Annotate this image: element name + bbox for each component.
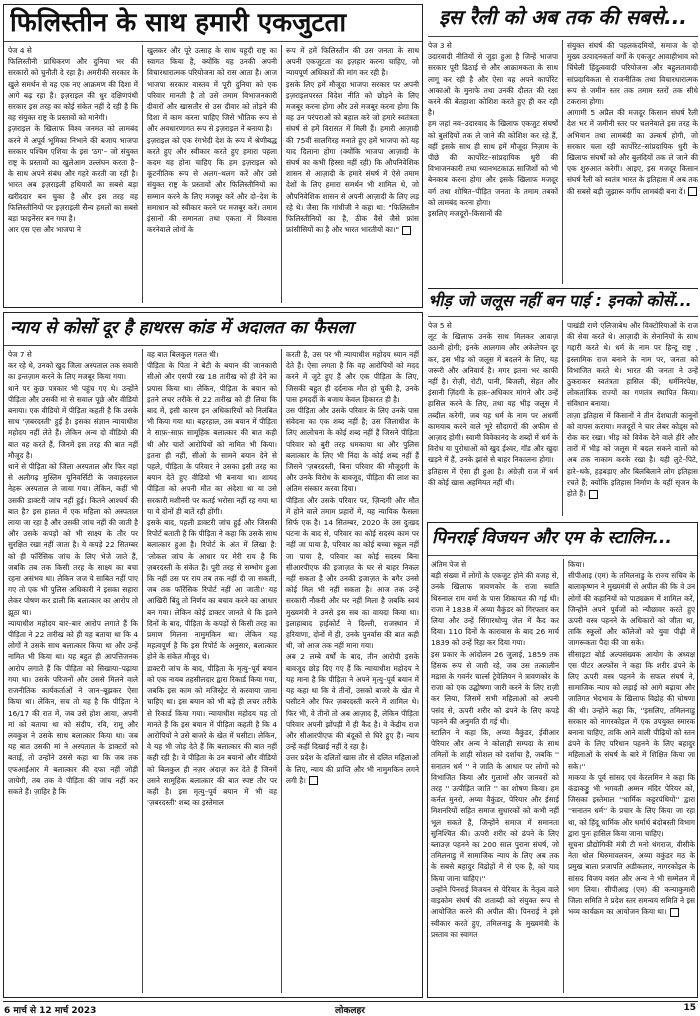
palestine-col-3-text: रूप में हमें फिलिस्तीन की उस जनता के साथ अपनी एकजुटता का इज़हार करना चाहिए, जो न्यायपूर्ण अधिकारों की मांग कर रही है। इसके लिए हमें मौजूदा भाजपा सरकार पर अपनी इज़राइलपरस्त विदेश नीति को छोड़ने के लिए मजबूर करना होगा और उसे मजबूर करना होगा कि वह उन परंपराओं को बहाल करे जो हमारे स्वतंत्रता संघर्ष से हमें विरासत में मिली हैं। हमारी आज़ादी की 75वीं सालगिरह मनाते हुए हमें भाजपा को यह याद दिलाना होगा (क्योंकि भाजपा आज़ादी के संघर्ष का कभी हिस्सा नहीं रही) कि औपनिवेशिक शासन से आज़ादी के हमारे संघर्ष में ऐसे तमाम देशों के लिए हमारा समर्थन भी शामिल थे, जो औपनिवेशिक शासन से अपनी आज़ादी के लिए लड़ रहे थे। जैसा कि गांधीजी ने कहा था: "फिलिस्तीन फिलिस्तीनियों का है, ठीक वैसे जैसे फ्रांस फ्रांसीसियों का है और भारत भारतीयों का।" (286, 46, 419, 235)
crowd-col-2 (567, 320, 698, 518)
hathras-col-3 (286, 349, 419, 995)
rally-col-1: पेज 3 से उदारवादी नीतियों से जुड़ा हुआ है जिन्हें भाजपा सरकार पूरी ढिठाई से और आक्रामकता के साथ लागू कर रही है और ऐसा वह अपने कार्पोरेट आकाओं के मुनाफे तथा उनकी दौलत की रक्षा करने की बेतहाशा कोशिश करते हुए ही कर रही है। हम जहां नव–उदारवाद के खिलाफ एकजुट संघर्षों को बुलंदियों तक ले जाने की कोशिश कर रहे हैं, वहीं इसके साथ ही साथ हमें मौजूदा निज़ाम के पीछे की कार्पोरेट–सांप्रदायिक धुरी की विभाजनकारी तथा ध्यानभटकाऊ साजिशों को भी बेनकाब करना होगा और इसके खिलाफ मजदूर वर्ग तथा शोषित–पीड़ित जनता के तमाम तबकों को लामबंद करना होगा। इसलिए मजदूरों–किसानों की (428, 41, 558, 219)
pinarayi-col-2-text: किया। सीपीआइ (एम) के तमिलनाडु के राज्य सचिव के बालाकृष्णन ने मुख्यमंत्री से अपील की कि वे उन लोगों की कहानियों को पाठ्यक्रम में शामिल करें, जिन्होंने अपने पूर्वजों को न्यौछावर करते हुए ऊपरी वस्त्र पहनने के अधिकारों को जीता था, ताकि स्कूलों और कॉलेजों को युवा पीढ़ी में जागरूकता पैदा की जा सके। सीसाइटा बोर्ड अल्पसंख्यक आयोग के अध्यक्ष एस पीटर अल्फोंस ने कहा कि शरीर ढंपने के लिए ऊपरी वस्त्र पहनने के सफल संघर्ष ने, सामाजिक न्याय को लड़ाई को आगे बढ़ाया और जातिगत भेदभाव के खिलाफ विद्रोह की घोषणा की थी। उन्होंने कहा कि, ''इसलिए, तमिलनाडु सरकार को नागरकोइल में एक उपयुक्त स्मारक बनाना चाहिए, ताकि आने वाली पीढ़ियों को स्तन ढंपने के लिए परिधान पहनने के लिए बहादुर महिलाओं के संघर्ष के बारे में शिक्षित किया जा सके।'' माकपा के पूर्व सांसद एवं केरलमिन ने कहा कि कंडाकड्डु भी भगवती अम्मन मंदिर पेरियर को, जिसका इस्तेमाल ''धार्मिक कट्टरपंथियों'' द्वारा ''सनातन धर्म'' के प्रचार के लिए किया जा रहा था, को हिंदू धार्मिक और धर्मार्थ बंदोबस्ती विभाग द्वारा पुनः हासिल किया जाना चाहिए। सूचना प्रौद्योगिकी मंत्री टी मनो थंगराज, वीसीके नेता थोल थिरुमावलवन, अय्या वकुंडर मठ के प्रमुख बाला प्रजापति अडीकलार, नागरकोइल के सांसद विजय वसंत और अन्य ने भी सम्मेलन में भाग लिया। सीपीआइ (एम) की कन्याकुमारी जिला समिति ने प्रदेश स्तर समन्वय समिति ने इस भव्य कार्यक्रम का आयोजन किया था। (568, 560, 695, 917)
palestine-col-3 (286, 45, 419, 305)
headline-crowd: भीड़ जो जलूस नहीं बन पाई : इनको कोसें... (428, 291, 692, 310)
footer-date: 6 मार्च से 12 मार्च 2023 (4, 1006, 97, 1015)
rally-col-2 (567, 40, 698, 284)
hathras-col-3-text: करती है, उस पर भी न्यायाधीश महोदय ध्यान नहीं देते हैं। ऐसा लगता है कि वह आरोपियों को मदद करने में जुटे हुए हैं और एक पीड़िता के लिए, जिसकी बहुत ही दर्दनाक मौत हो चुकी है, उनके पास हमदर्दी के बजाय केवल हिकारत ही है। उस पीड़िता और उसके परिवार के लिए उनके पास संवेदना का एक शब्द नहीं है; उस जिलाधीश के लिए आलोचना के कोई शब्द नहीं हैं जिसने पीड़िता परिवार को बुरी तरह धमकाया था और पुलिस बलात्कार के लिए भी निंदा के कोई शब्द नहीं हैं जिसने 'ज़बरदस्ती, बिना परिवार की मौजूदगी के और उनके विरोध के बावजूद, पीड़िता की लाश का अंतिम संस्कार करवा दिया। पीड़िता और उसके परिवार पर, ज़िन्दगी और मौत में होने वाले तमाम प्रहारों में, यह न्यायिक फैसला सिर्फ एक है। 14 सितम्बर, 2020 के उस दुःखद घटना के बाद से, परिवार का कोई सदस्य काम पर नहीं जा पाया है, परिवार का कोई बच्चा स्कूल नहीं जा पाया है, परिवार का कोई सदस्य बिना सीआरपीएफ की इजाज़त के घर से बाहर निकल नहीं सकता है और उनकी इजाज़त के बगैर उनसे कोई मिल भी नहीं सकता है। आज तक उन्हें सरकारी नौकरी और घर नहीं मिला है जबकि स्वयं मुख्यमंत्री ने उनसे इस सब का वायदा किया था। इलाहाबाद हाईकोर्ट ने दिल्ली, राजस्थान में हरियाणा, दोनों में ही, उनके पुनर्वास की बात कही थी, जो आज तक नहीं माना गया। अब 2 लम्बे वर्षों के बाद, तीन आरोपी इसके बावजूद छोड़ दिए गए हैं कि न्यायाधीश महोदय ने यह माना है कि पीड़िता ने अपने मृत्यु–पूर्व बयान में यह कहा था कि वे तीनों, उसको बाजरे के खेत में घसीटने और फिर ज़बरदस्ती करने में शामिल थे। फिर भी, वे तीनों तो अब आज़ाद हैं, लेकिन पीड़िता परिवार अपनी झोंपड़ी में ही कैद है। वे केंद्रीय राज और सीआरपीएफ की बंदूकों से घिरे हुए हैं। न्याय उन्हें कहीं दिखाई नहीं दे रहा है। उत्तर प्रदेश के दलितों खास तौर से दलित महिलाओं के लिए, न्याय की प्राप्ति और भी नामुमकिन लगने लगी है। (286, 350, 419, 785)
article-palestine (3, 4, 423, 308)
article-hathras (3, 312, 423, 998)
crowd-col-1: पेज 5 से लूट के खिलाफ उनके साथ मिलकर आवाज़ उठानी होगी; इनके आलगाव और अकेलेपन दूर कर, इस भीड़ को जलूस में बदलने के लिए, यह जरूरी और अनिवार्य है। मगर इतना भर काफी नहीं है। रोज़ी, रोटी, पानी, बिजली, सेहत और इंसानी ज़िंदगी के हक़–अधिकार मांगने और उन्हें हासिल करने के लिए, तथा यह भीड़ जलूस में तब्दील करेगी, जब यह धर्म के नाम पर अधर्मी कामयाब करने वाले भूरे सौदागरों की अफीम से आज़ाद होगी। स्वामी विवेकानंद के शब्दों में धर्म के विरोध या पुरोधाओं को खुद ईश्वर, गॉड और खुदा खड़ने में हैं, उनके झांसे से बाहर निकालना होगा। इतिहास में ऐसा ही हुआ है। अंग्रेज़ी राज में धर्म की कोई खास अहमियत नहीं थी। (428, 321, 558, 487)
end-mark-icon (670, 908, 679, 917)
article-rally (428, 4, 698, 286)
palestine-col-1: पेज 4 से फिलिस्तीनी प्राधिकरण और दुनिया भर की सरकारों को चुनौती दे रहा है। अमरीकी सरकार के खुले समर्थन से वह एक नए आक्रमण की दिशा में आगे बढ़ रहा है। इज़राइल की धुर दक्षिणपंथी सरकार इस तरह का कोई संकेत नहीं दे रही है कि वह संयुक्त राष्ट्र के प्रस्तावों को मानेगी। इज़राइल के खिलाफ विश्व जनमत को लामबंद करने में अपूर्व भूमिका निभाने की बजाय भाजपा सरकार पश्चिम एशिया के इस 'ठग'– जो संयुक्त राष्ट्र के प्रस्तावों का खुलेआम उल्लंघन करता है– के साथ अपने संबंध और गहरे करती जा रही है। भारत अब इज़राइली हथियारों का सबसे बड़ा खरीददार बन चुका है और इस तरह वह फिलिस्तीनियों पर इज़राइली सैन्य हमलों का सबसे बड़ा फाइनेंसर बन गया है। आर एस एस और भाजपा ने (8, 46, 138, 235)
headline-palestine: फिलिस्तीन के साथ हमारी एकजुटता (10, 8, 347, 38)
headline-hathras: न्याय से कोसों दूर है हाथरस कांड में अदालत का फैसला (10, 318, 354, 338)
end-mark-icon (589, 490, 598, 499)
end-mark-icon (402, 226, 411, 235)
pinarayi-col-2 (568, 559, 695, 995)
pinarayi-col-1: अंतिम पेज से बड़ी संख्या में लोगों के एकजुट होने की वजह से, उनके खिलाफ त्रावणकोर के राजा स्वाति थिरुनाल राम वर्मा के पास शिकायत की गई थी। राजा ने 1838 में अय्या वैकुंडर को गिरफ्तार कर लिया और उन्हें सिंगारथोप्पु जेल में कैद कर दिया। 110 दिनों के कारावास के बाद 26 मार्च 1839 को उन्हें रिहा कर दिया गया। इस प्रकार के आंदोलन 26 जुलाई, 1859 तक हिंसक रूप से जारी रहे, जब उस तत्कालीन मद्रास के गवर्नर चार्ल्स ट्रेवेलियन ने त्रावणकोर के राजा को एक उद्घोषणा जारी करने के लिए राज़ी कर लिया, जिसमें सभी महिलाओं को अपनी पसंद से, ऊपरी शरीर को ढंपने के लिए कपड़े पहनने की अनुमति दी गई थी। स्टालिन ने कहा कि, अय्या वैकुंडर, ईवीआर पेरियार और अन्य ने कोलाही सम्पदा के साथ तमिलों के शाही सोशल को दर्शाया है, जबकि '' सनातन धर्म '' ने जाति के आधार पर लोगों को विभाजित किया और गुलामों और जानवरों को तरह '' उत्पीड़ित जाति '' का शोषण किया। हम कर्नल मुनरो, अय्या वैकुंडर, पेरियार और ईसाई मिशनरियों सहित समाज सुधारकों को कभी नहीं भूल सकते हैं, जिन्होंने समाज में समानता सुनिश्चित की। ऊपरी शरीर को ढंपने के लिए ब्लाउज़ पहनने का 200 साल पुराना संघर्ष, जो तमिलनाडु में सामाजिक न्याय के लिए अब तक के सबसे बहादुर विद्रोहों में से एक है, को याद किया जाना चाहिए।'' उन्होंने पिनराई विजयन से पेरियार के नेतृत्व वाले वाइकोम संघर्ष की शताब्दी को संयुक्त रूप से आयोजित करने की अपील की। पिनराई ने इसे स्वीकार करते हुए, तमिलनाडु के मुख्यमंत्री के प्रस्ताव का स्वागत (431, 560, 559, 939)
headline-rally: इस रैली को अब तक की सबसे... (439, 5, 687, 29)
article-crowd (428, 290, 698, 520)
headline-pinarayi-stalin: पिनराई विजयन और एम के स्टालिन... (432, 528, 672, 548)
footer-publication: लोकलहर (335, 1006, 365, 1015)
article-pinarayi-stalin (427, 522, 698, 998)
hathras-col-1: पेज 7 से कर रहे थे, उनको खुद जिला अस्पताल तक सवारी का इन्तज़ाम करने के लिए मजबूर किया गया। थाने पर कुछ पत्रकार भी पहुंच गए थे। उन्होंने पीड़िता और उसकी मां से सवाल पूछे और वीडियो बनाया। एक वीडियो में पीड़िता कहती है कि उसके साथ 'ज़बरदस्ती' हुई है। इसका संज्ञान न्यायाधीश महोदय नहीं लेते हैं। लेकिन अन्य दो वीडियो की बात वह करते हैं, जिनमें इस तरह की बात नहीं मौजूद है। थाने से पीड़िता को जिला अस्पताल और फिर वहां से अलीगढ़ मुस्लिम यूनिवर्सिटी के जवाहरलाल नेहरू अस्पताल ले जाया गया। लेकिन, कहीं भी उसकी डाक्टरी जांच नहीं हुई। कितने आश्चर्य की बात है? इस हालत में एक महिला को अस्पताल लाया जा रहा है और उसकी जांच नहीं की जाती है और उसके कपड़ों को भी साक्ष्य के तौर पर सुरक्षित रखा नहीं जाता है। ये कपड़े 22 सितम्बर को ही फॉरेंसिक जांच के लिए भेजे जाते हैं, जबकि तब तक किसी तरह के साक्ष्य का बचा रहना असंभव था। लेकिन जज ये साबित नहीं पाए गए तो एक भी पुलिस अधिकारी ने इसका सहारा लेकर पोषण कर डाली कि बलात्कार का आरोप तो झूठा था। न्यायाधीश महोदय बार–बार आरोप लगाते हैं कि पीड़िता ने 22 तारीख को ही यह बताया था कि 4 लोगों ने उसके साथ बलात्कार किया था और उन्हें नामित भी किया था। यह बहुत ही आपत्तिजनक आरोप लगाते हैं कि पीड़िता को सिखाया–पढ़ाया गया था। उसके परिजनों और उससे मिलने वाले राजनीतिक कार्यकर्ताओं ने जान–बूझकर ऐसा किया था। लेकिन, सच तो यह है कि पीड़िता ने 16/17 की रात में, जब उसे होश आया, अपनी मां को बताया था को संदीप, रवि, रामू और लवकुश ने उसके साथ बलात्कार किया था। जब यह बात उसकी मां ने अस्पताल के डाक्टरों को बताई, तो उन्होंने उससे कहा था कि जब तक एफआईआर में बलात्कार की दफा नहीं जोड़ी जायेगी, तब तक वे पीड़िता की जांच नहीं कर सकते हैं। ज़ाहिर है कि (8, 350, 138, 796)
end-mark-icon (309, 776, 318, 785)
palestine-col-2: खुलकर और पूरे उत्साह के साथ यहूदी राष्ट्र का स्वागत किया है, क्योंकि यह उनकी अपनी विचारधारात्मक परियोजना को रास आता है। आज भाजपा सरकार वास्तव में पूरी दुनिया को एक परिवार मानती है तो उसे तमाम विभाजनकारी दीवारों और खासतौर से उस दीवार को तोड़ने की दिशा में काम करना चाहिए जिसे भौतिक रूप से और अवधारणागत रूप से इज़राइल ने बनाया है। इज़राइल को एक रंगभेदी देश के रूप में श्रेणीबद्ध करते हुए और स्वीकार करते हुए हमारा पहला कदम यह होना चाहिए कि हम इज़राइल को कूटनीतिक रूप से अलग–थलग करें और उसे संयुक्त राष्ट्र के प्रस्तावों और फिलिस्तीनियों का सम्मान करने के लिए मजबूर करें और दो–देश के समाधान को स्वीकार करने पर मजबूर करें। तमाम इंसानों की समानता तथा एकता में विश्वास करनेवाले लोगों के (147, 46, 277, 235)
end-mark-icon (688, 187, 697, 196)
hathras-col-2: वह बात बिलकुल गलत थी। पीड़िता के पिता ने बेटी के बयान की जानकारी सीओ और एसपी रख 18 तारीख को ही देने का प्रयास किया था। लेकिन, पीड़िता के बयान को इतने लचर तरीके से 22 तारीख को ही लिया कि बाद में, इसी कारण इन अधिकारियों को निलंबित भी किया गया था। बहरहाल, उस बयान में पीड़िता ने साफ़–साफ़ सामूहिक बलात्कार की बात कही थी और चारों आरोपियों को नामित भी किया। इतना ही नहीं, सीओ के सामने बयान देने से पहले, पीड़िता के परिवार ने उसका इसी तरह का बयान देते हुए वीडियो भी बनाया था। शायद पीड़िता को अपनी मौत का अंदेशा था या उसे सरकारी मशीनरी पर कतई भरोसा नहीं रह गया था या ये दोनों ही बातें रही होंगी। इसके बाद, पहली डाक्टरी जांच हुई और जिसकी रिपोर्ट बताती है कि पीड़िता ने कहा कि उसके साथ बलात्कार हुआ है। रिपोर्ट के अंत में लिखा है: 'लोकल जांच के आधार पर मेरी राय है कि ज़बरदस्ती के संकेत हैं। पूरी तरह से सम्भोग हुआ कि नहीं उस पर राय तब तक नहीं दी जा सकती, जब तक फॉरेंसिक रिपोर्ट नहीं आ जाती।' यह आखिरी बिंदु तो निर्णय का बचाव करने का आधार बन गया। लेकिन कोई डाक्टर जानते थे कि इतने दिनों के बाद, पीड़िता के कपड़ों से किसी तरह का प्रमाण मिलना नामुमकिन था। लेकिन यह महत्वपूर्ण है कि इस रिपोर्ट के अनुसार, बलात्कार होने के संकेत मौजूद थे। डाक्टरी जांच के बाद, पीड़िता के मृत्यु–पूर्व बयान को एक नायब तहसीलदार द्वारा रिकार्ड किया गया, जबकि इस काम को मजिस्ट्रेट से करवाया जाना चाहिए था। इस बयान को भी बड़े ही लचर तरीके से रिकार्ड किया गया। न्यायाधीश महोदय यह तो मानते हैं कि इस बयान में पीड़िता कहती है कि 4 आरोपियों ने उसे बाजरे के खेत में घसीटा। लेकिन, वे यह भी जोड़ देते हैं कि बलात्कार की बात नहीं कही रही है। वे पीड़िता के उन बयानों और वीडियो को बिलकुल ही नज़र अंदाज़ कर देते हैं जिनमें उसने सामूहिक बलात्कार की बात स्पष्ट तौर पर कही है। इस मृत्यु–पूर्व बयान में भी वह 'ज़बरदस्ती' शब्द का इस्तेमाल (147, 350, 277, 808)
footer-page-number: 15 (683, 1003, 696, 1013)
crowd-col-2-text: पाखंडी राणे एलिजाबेथ और विक्टोरियाओं के राज की सेवा करते थे। आज़ादी के सेनानियों के साथ गद्दारी करते थे। धर्म के नाम पर हिन्दू राष्ट्र , इस्लामिक राज बनाने के नाम पर, जनता को विभाजित करते थे। भारत की जनता ने उन्हें ठुकराकर स्वतंत्रता हासिल की; धर्मनिरपेक्ष, लोकतांत्रिक राज्यों का गणतंत्र स्थापित किया। संविधान बनाया। ताज़ा इतिहास में किसानों ने तीन देशघाती कानूनों को वापस कराया। मजदूरों ने चार लेबर कोड्स को रोक कर रखा। भीड़ को विवेक देने वाले हीरे और तारों में भीड़ को जलूस में बदल सकने वालों को अब तक नाकाम करके रखा है। यही लुटे–पिटे, हारे–थके, हड़बड़ाए और बिलबिलाने लोग इतिहास रचते हैं; क्योंकि इतिहास निर्माण के यहीं सृजन के होते हैं। (567, 321, 698, 499)
rally-col-2-text: संयुक्त संघर्ष की पहलकदमियों, समाज के दो मुख्य उत्पादनकर्ता वर्गों के एकजुट आवाहीभाव को चिंघेली हिंदुत्ववादी परियोजना और बहुलतावादी सांप्रदायिकता से राजनीतिक तथा विचारधारात्मक रूप से जमीन स्तर तक तमाम स्तरों तक सीधे टकराना होगा। आगामी 5 अप्रैल की मजदूर किसान संघर्ष रैली देश भर में जमीनी स्तर पर चलनेवाले इस तरह के अभियान तथा लामबंदी का उल्कर्ष होगी, जो सरकार चला रही कार्पोरेट–सांप्रदायिक धुरी के खिलाफ संघर्षों को और बुलंदियों तक ले जाने की एक शुरुआत करेगी। आइए, इस मजदूर किसान संघर्ष रैली को स्वतंत्र भारत के इतिहास में अब तक की सबसे बड़ी जुझारू वर्गीय लामबंदी बना दें। (567, 41, 698, 196)
